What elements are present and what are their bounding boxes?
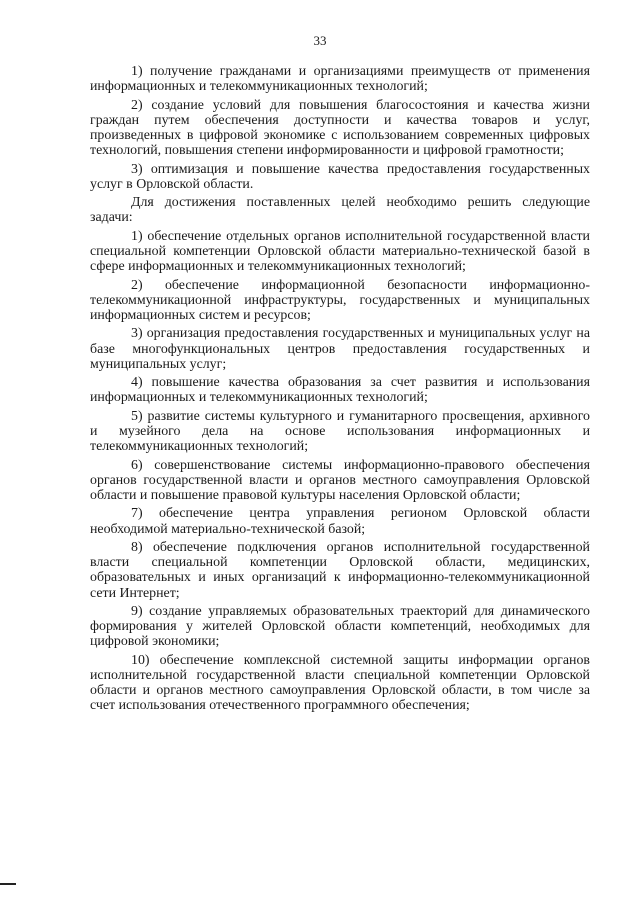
paragraph-task-2: 2) обеспечение информационной безопасности информационно-телекоммуникационной инфраструктуры, государственных и муниципальных информационных систем и ресурсов; xyxy=(90,277,590,323)
paragraph-task-6: 6) совершенствование системы информационно-правового обеспечения органов государственной власти и органов местного самоуправления Орловской области и повышение правовой культуры населения Орловской области; xyxy=(90,457,590,503)
document-body xyxy=(90,64,590,717)
paragraph-benefit-2: 2) создание условий для повышения благосостояния и качества жизни граждан путем обеспечения доступности и качества товаров и услуг, произведенных в цифровой экономике с использованием современных цифровых технологий, повышения степени информированности и цифровой грамотности; xyxy=(90,97,590,159)
paragraph-task-1: 1) обеспечение отдельных органов исполнительной государственной власти специальной компетенции Орловской области материально-технической базой в сфере информационных и телекоммуникационных технологий; xyxy=(90,228,590,275)
paragraph-task-10: 10) обеспечение комплексной системной защиты информации органов исполнительной государственной власти специальной компетенции Орловской области и органов местного самоуправления Орловской области, в том числе за счет использования отечественного программного обеспечения; xyxy=(90,652,590,714)
paragraph-task-9: 9) создание управляемых образовательных траекторий для динамического формирования у жителей Орловской области компетенций, необходимых для цифровой экономики; xyxy=(90,603,590,650)
margin-mark xyxy=(0,883,16,885)
paragraph-task-3: 3) организация предоставления государственных и муниципальных услуг на базе многофункциональных центров предоставления государственных и муниципальных услуг; xyxy=(90,326,590,372)
paragraph-benefit-3: 3) оптимизация и повышение качества предоставления государственных услуг в Орловской области. xyxy=(90,161,590,192)
paragraph-task-8: 8) обеспечение подключения органов исполнительной государственной власти специальной компетенции Орловской области, медицинских, образовательных и иных организаций к информационно-телекоммуникационной сети Интернет; xyxy=(90,539,590,601)
paragraph-task-5: 5) развитие системы культурного и гуманитарного просвещения, архивного и музейного дела на основе использования информационных и телекоммуникационных технологий; xyxy=(90,408,590,455)
paragraph-tasks-intro: Для достижения поставленных целей необходимо решить следующие задачи: xyxy=(90,195,590,226)
paragraph-task-7: 7) обеспечение центра управления регионом Орловской области необходимой материально-технической базой; xyxy=(90,506,590,537)
paragraph-task-4: 4) повышение качества образования за счет развития и использования информационных и телекоммуникационных технологий; xyxy=(90,375,590,406)
page-number: 33 xyxy=(313,33,327,48)
paragraph-benefit-1: 1) получение гражданами и организациями преимуществ от применения информационных и телекоммуникационных технологий; xyxy=(90,64,590,95)
